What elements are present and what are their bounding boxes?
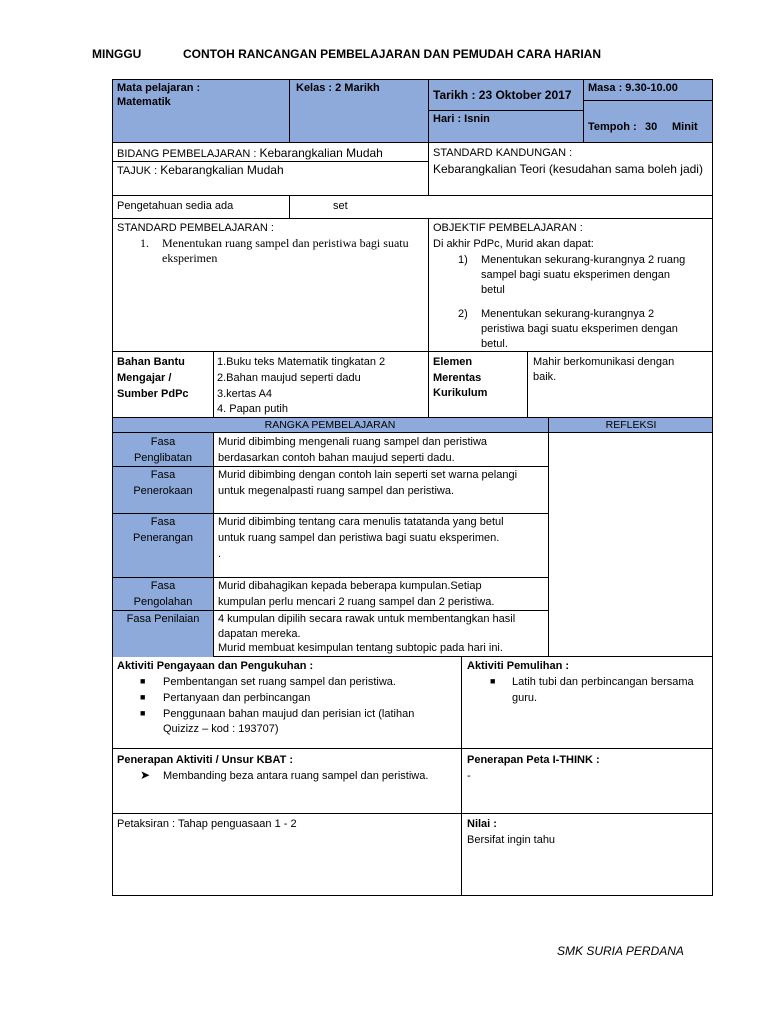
- content-standard-label: STANDARD KANDUNGAN :: [433, 147, 573, 159]
- materials-label-2: Mengajar /: [117, 372, 172, 384]
- bullet-icon: ■: [140, 708, 146, 718]
- enrichment-item-1: Pembentangan set ruang sampel dan peristiwa.: [163, 676, 396, 688]
- objective-1-line2: sampel bagi suatu eksperimen dengan: [481, 269, 670, 281]
- area-line: [117, 146, 383, 162]
- bullet-icon: ■: [140, 692, 146, 702]
- phase-4-line-1: Murid dibahagikan kepada beberapa kumpulan.Setiap: [218, 580, 482, 592]
- divider: [428, 219, 429, 352]
- ithink-label: Penerapan Peta I-THINK :: [467, 754, 600, 766]
- phase-4-name-2: Pengolahan: [133, 596, 193, 608]
- objective-num-1: 1): [458, 254, 468, 266]
- divider: [527, 352, 528, 418]
- values-value: Bersifat ingin tahu: [467, 834, 556, 846]
- class-text: Kelas : 2 Marikh: [296, 82, 380, 94]
- phase-2-line-1: Murid dibimbing dengan contoh lain seperti set warna pelangi: [218, 469, 518, 481]
- values-label: Nilai :: [467, 818, 497, 830]
- phase-1-line-1: Murid dibimbing mengenali ruang sampel dan peristiwa: [218, 436, 488, 448]
- hots-item: Membanding beza antara ruang sampel dan peristiwa.: [163, 770, 429, 782]
- phase-3-line-3: .: [218, 548, 222, 560]
- objective-1-line3: betul: [481, 284, 505, 296]
- phase-5-line-1: 4 kumpulan dipilih secara rawak untuk membentangkan hasil: [218, 613, 516, 625]
- materials-item-2: 2.Bahan maujud seperti dadu: [217, 372, 361, 384]
- topic-line: [117, 163, 284, 179]
- date-text: Tarikh : 23 Oktober 2017: [433, 88, 572, 102]
- phase-3-line-1: Murid dibimbing tentang cara menulis tatatanda yang betul: [218, 516, 504, 528]
- divider: [461, 814, 462, 896]
- duration-value: 30: [645, 121, 658, 133]
- area-label: BIDANG PEMBELAJARAN :: [117, 148, 257, 160]
- phase-2-name-2: Penerokaan: [133, 485, 193, 497]
- materials-item-4: 4. Papan putih: [217, 403, 288, 415]
- bullet-icon: ■: [490, 676, 496, 686]
- framework-header: RANGKA PEMBELAJARAN: [264, 419, 396, 431]
- materials-item-3: 3.kertas A4: [217, 388, 273, 400]
- remedial-label: Aktiviti Pemulihan :: [467, 660, 570, 672]
- phase-1-name-1: Fasa: [150, 436, 176, 448]
- school-name: SMK SURIA PERDANA: [557, 944, 684, 958]
- divider: [213, 352, 214, 418]
- divider: [461, 749, 462, 814]
- content-standard-value: Kebarangkalian Teori (kesudahan sama boleh jadi): [433, 162, 703, 176]
- phase-1-line-2: berdasarkan contoh bahan maujud seperti dadu.: [218, 452, 455, 464]
- materials-label-1: Bahan Bantu: [117, 356, 185, 368]
- phase-2-name-1: Fasa: [150, 469, 176, 481]
- time-text: Masa : 9.30-10.00: [588, 82, 678, 94]
- divider: [548, 433, 549, 657]
- phase-5-line-3: Murid membuat kesimpulan tentang subtopic pada hari ini.: [218, 642, 503, 654]
- cross-elements-value-1: Mahir berkomunikasi dengan: [533, 356, 675, 368]
- materials-label-3: Sumber PdPc: [117, 388, 189, 400]
- phase-3-line-2: untuk ruang sampel dan peristiwa bagi suatu eksperimen.: [218, 532, 500, 544]
- divider: [112, 577, 548, 578]
- subject-value: Matematik: [117, 96, 171, 108]
- enrichment-item-2: Pertanyaan dan perbincangan: [163, 692, 311, 704]
- subject-label: Mata pelajaran :: [117, 82, 201, 94]
- prior-knowledge-label: Pengetahuan sedia ada: [117, 200, 234, 212]
- duration-label: Tempoh :: [588, 121, 637, 133]
- cross-elements-label-3: Kurikulum: [433, 387, 488, 399]
- enrichment-item-4: Quizizz – kod : 193707): [163, 723, 279, 735]
- page-title: CONTOH RANCANGAN PEMBELAJARAN DAN PEMUDAH CARA HARIAN: [183, 47, 602, 61]
- duration-unit: Minit: [672, 121, 698, 133]
- divider: [428, 352, 429, 418]
- objective-2-line1: Menentukan sekurang-kurangnya 2: [481, 308, 655, 320]
- week-label: MINGGU: [92, 47, 142, 61]
- phase-4-line-2: kumpulan perlu mencari 2 ruang sampel dan 2 peristiwa.: [218, 596, 495, 608]
- assessment-label: Petaksiran : Tahap penguasaan 1 - 2: [117, 818, 297, 830]
- learning-standard-item: Menentukan ruang sampel dan peristiwa bagi suatu eksperimen: [162, 236, 409, 265]
- divider: [428, 110, 583, 111]
- phase-3-name-1: Fasa: [150, 516, 176, 528]
- objective-2-line3: betul.: [481, 338, 508, 350]
- objective-1-line1: Menentukan sekurang-kurangnya 2 ruang: [481, 254, 686, 266]
- objective-intro: Di akhir PdPc, Murid akan dapat:: [433, 238, 594, 250]
- divider: [583, 100, 713, 101]
- divider: [289, 196, 290, 219]
- divider: [112, 466, 548, 467]
- day-text: Hari : Isnin: [433, 113, 490, 125]
- divider: [428, 143, 429, 196]
- topic-label: TAJUK :: [117, 165, 158, 177]
- cross-elements-label-2: Merentas: [433, 372, 482, 384]
- divider: [112, 610, 548, 611]
- divider: [461, 657, 462, 749]
- objective-2-line2: peristiwa bagi suatu eksperimen dengan: [481, 323, 678, 335]
- phase-5-name-1: Fasa Penilaian: [126, 613, 200, 625]
- phase-2-line-2: untuk megenalpasti ruang sampel dan peristiwa.: [218, 485, 455, 497]
- divider: [428, 79, 429, 143]
- objective-label: OBJEKTIF PEMBELAJARAN :: [433, 222, 583, 234]
- divider: [289, 79, 290, 143]
- phase-1-name-2: Penglibatan: [133, 452, 193, 464]
- hots-label: Penerapan Aktiviti / Unsur KBAT :: [117, 754, 294, 766]
- enrichment-item-3: Penggunaan bahan maujud dan perisian ict (latihan: [163, 708, 415, 720]
- divider: [112, 513, 548, 514]
- learning-standard-label: STANDARD PEMBELAJARAN :: [117, 222, 274, 234]
- bullet-icon: ■: [140, 676, 146, 686]
- prior-knowledge-value: set: [333, 200, 348, 212]
- cross-elements-value-2: baik.: [533, 371, 557, 383]
- phase-4-name-1: Fasa: [150, 580, 176, 592]
- phase-3-name-2: Penerangan: [133, 532, 193, 544]
- enrichment-label: Aktiviti Pengayaan dan Pengukuhan :: [117, 660, 314, 672]
- phase-5-line-2: dapatan mereka.: [218, 628, 301, 640]
- reflection-header: REFLEKSI: [605, 419, 657, 431]
- cross-elements-label-1: Elemen: [433, 356, 473, 368]
- divider: [583, 79, 584, 143]
- topic-value: Kebarangkalian Mudah: [160, 163, 284, 177]
- learning-standard-num: 1.: [140, 236, 149, 250]
- remedial-line-2: guru.: [512, 692, 538, 704]
- objective-num-2: 2): [458, 308, 468, 320]
- area-value: Kebarangkalian Mudah: [259, 146, 383, 160]
- arrow-bullet-icon: ➤: [140, 768, 151, 782]
- remedial-line-1: Latih tubi dan perbincangan bersama: [512, 676, 694, 688]
- materials-item-1: 1.Buku teks Matematik tingkatan 2: [217, 356, 386, 368]
- ithink-value: -: [467, 770, 471, 782]
